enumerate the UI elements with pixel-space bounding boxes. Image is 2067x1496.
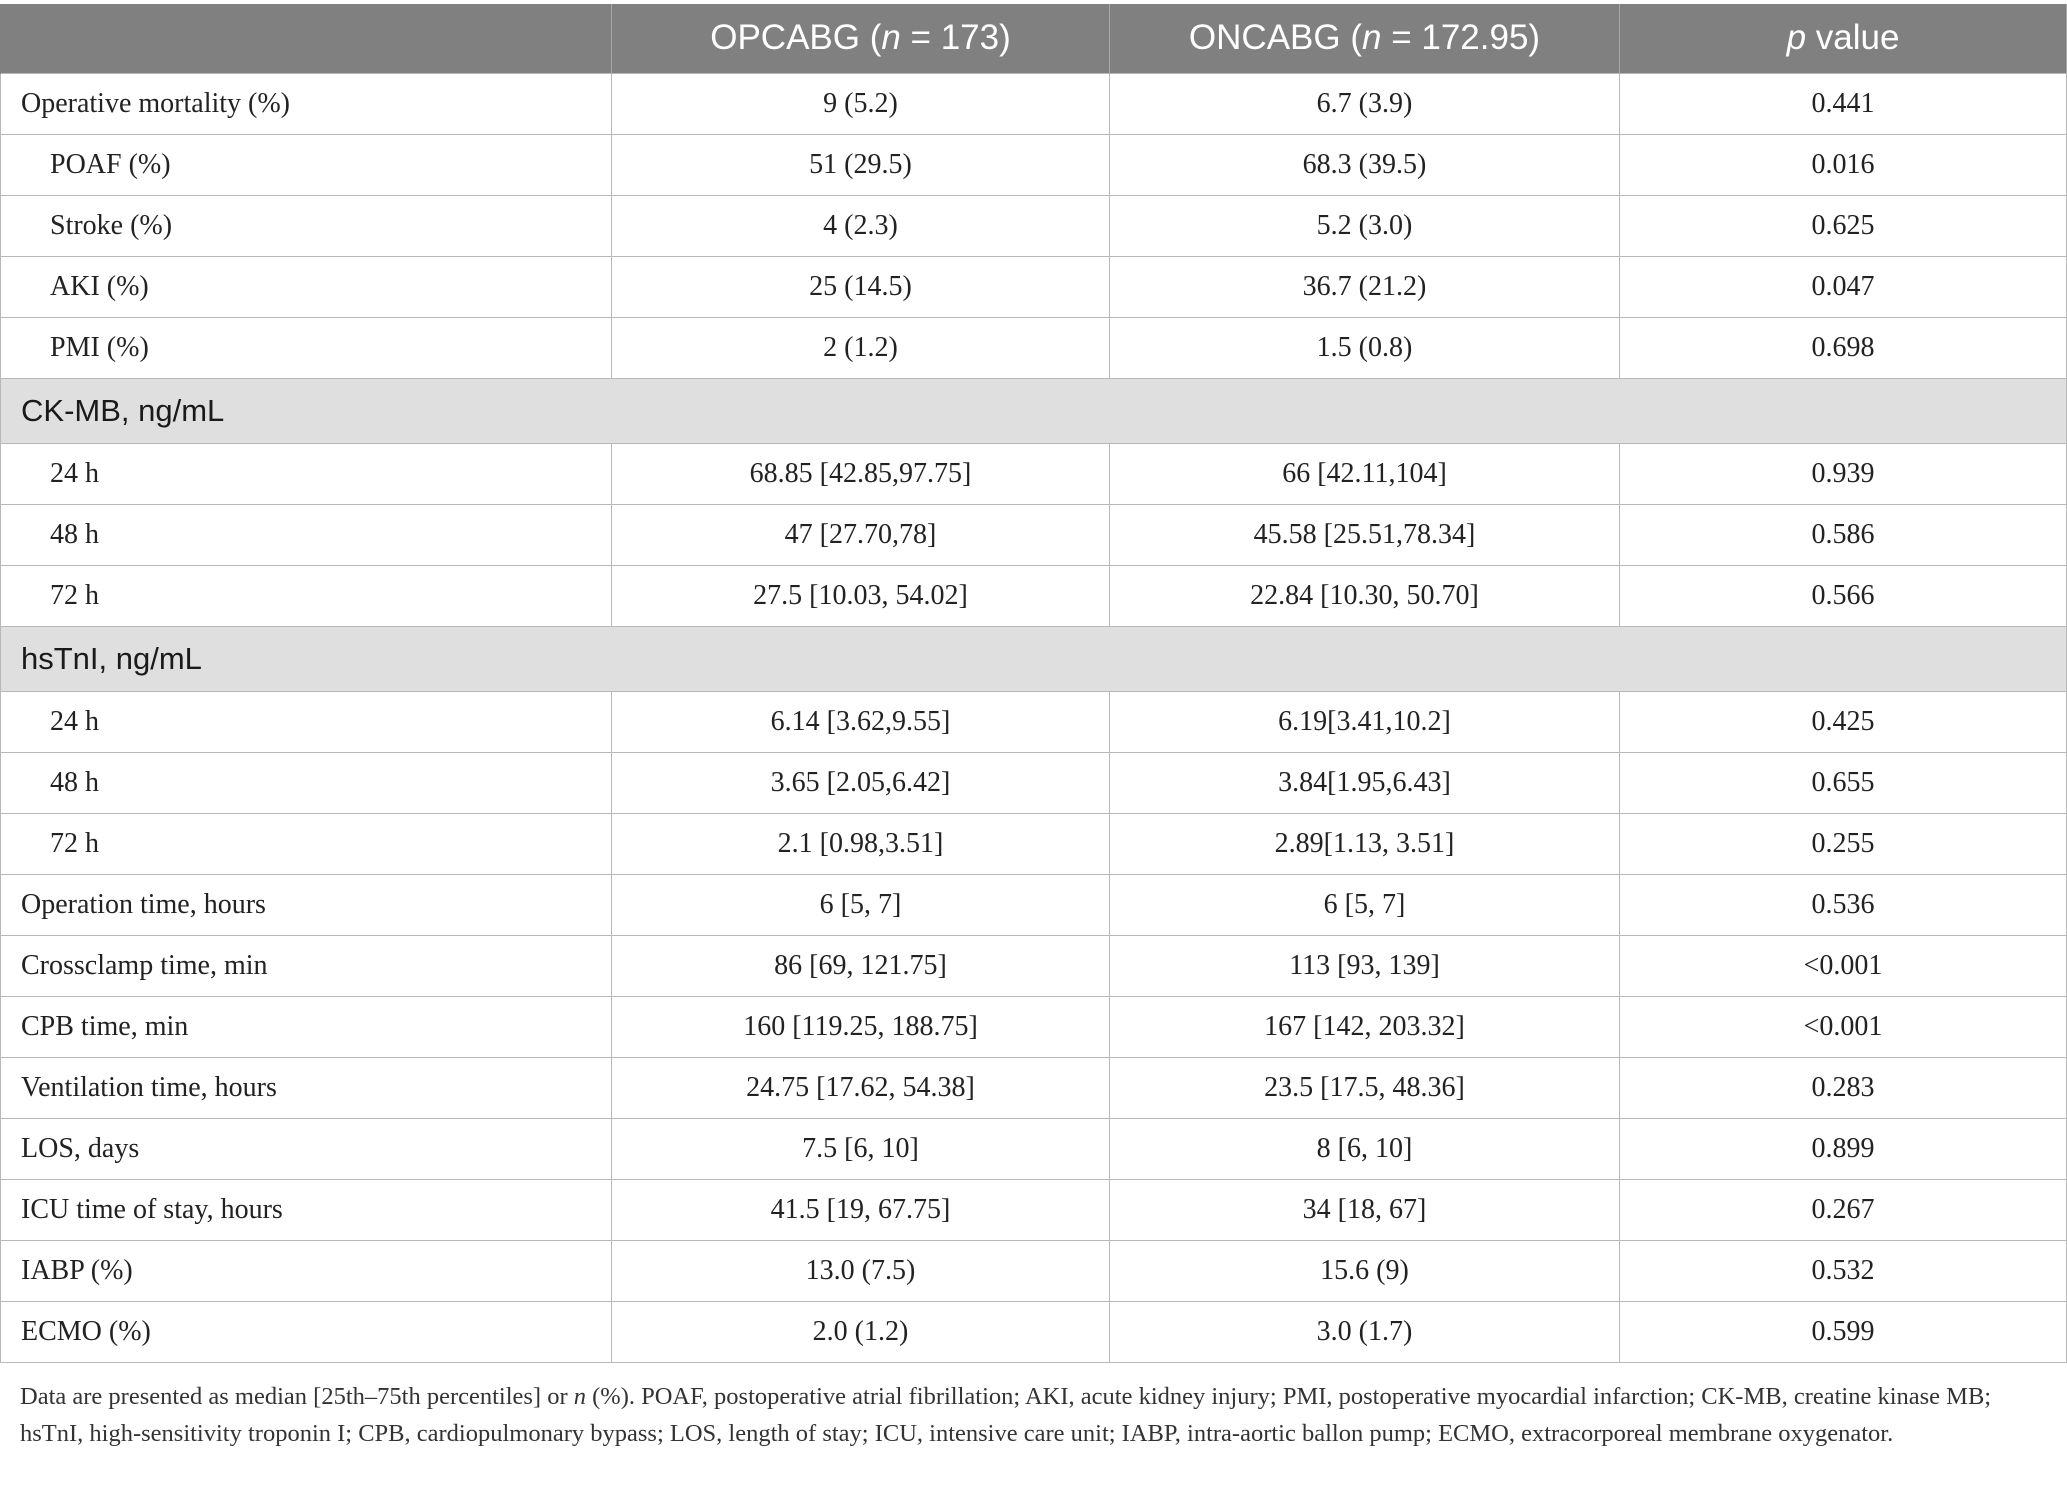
table-row — [1, 317, 2067, 378]
opcabg-value: 86 [69, 121.75] — [612, 935, 1110, 996]
row-label: ICU time of stay, hours — [1, 1179, 612, 1240]
table-row — [1, 504, 2067, 565]
oncabg-value: 15.6 (9) — [1110, 1240, 1620, 1301]
opcabg-value: 68.85 [42.85,97.75] — [612, 443, 1110, 504]
table-footnote — [20, 1378, 2050, 1452]
row-label: IABP (%) — [1, 1240, 612, 1301]
footnote-part2: (%). POAF, postoperative atrial fibrillation; AKI, acute kidney injury; PMI, postoperative myocardial infarction; CK-MB, creatine kinase MB; hsTnI, high-sensitivity troponin I; CPB, cardiopulmonary bypass; LOS, length of stay; ICU, intensive care unit; IABP, intra-aortic ballon pump; ECMO, extracorporeal membrane oxygenator. — [20, 1383, 1992, 1447]
opcabg-value: 160 [119.25, 188.75] — [612, 996, 1110, 1057]
p-value: 0.047 — [1620, 256, 2067, 317]
oncabg-value: 23.5 [17.5, 48.36] — [1110, 1057, 1620, 1118]
p-value: <0.001 — [1620, 935, 2067, 996]
row-label: AKI (%) — [1, 256, 612, 317]
oncabg-value: 22.84 [10.30, 50.70] — [1110, 565, 1620, 626]
table-row — [1, 1118, 2067, 1179]
header-oncabg-n: n — [1362, 18, 1382, 58]
oncabg-value: 2.89[1.13, 3.51] — [1110, 813, 1620, 874]
row-label: PMI (%) — [1, 317, 612, 378]
p-value: <0.001 — [1620, 996, 2067, 1057]
oncabg-value: 34 [18, 67] — [1110, 1179, 1620, 1240]
p-value: 0.283 — [1620, 1057, 2067, 1118]
oncabg-value: 113 [93, 139] — [1110, 935, 1620, 996]
row-label: 72 h — [1, 813, 612, 874]
header-opcabg-n: n — [881, 18, 901, 58]
footnote-n: n — [573, 1383, 587, 1410]
table-header — [1, 4, 2067, 73]
table-row — [1, 195, 2067, 256]
p-value: 0.566 — [1620, 565, 2067, 626]
row-label: Ventilation time, hours — [1, 1057, 612, 1118]
opcabg-value: 6 [5, 7] — [612, 874, 1110, 935]
table-body — [1, 73, 2067, 1362]
header-opcabg-prefix: OPCABG ( — [710, 18, 882, 58]
header-oncabg-suffix: = 172.95) — [1381, 18, 1541, 58]
opcabg-value: 2 (1.2) — [612, 317, 1110, 378]
row-label: ECMO (%) — [1, 1301, 612, 1362]
header-p-suffix: value — [1806, 18, 1900, 58]
results-table-container — [0, 4, 2067, 1363]
oncabg-value: 6.19[3.41,10.2] — [1110, 691, 1620, 752]
opcabg-value: 4 (2.3) — [612, 195, 1110, 256]
opcabg-value: 13.0 (7.5) — [612, 1240, 1110, 1301]
p-value: 0.655 — [1620, 752, 2067, 813]
section-header-row — [1, 378, 2067, 443]
oncabg-value: 66 [42.11,104] — [1110, 443, 1620, 504]
row-label: Stroke (%) — [1, 195, 612, 256]
table-row — [1, 134, 2067, 195]
oncabg-value: 5.2 (3.0) — [1110, 195, 1620, 256]
header-p-value — [1620, 4, 2067, 73]
p-value: 0.016 — [1620, 134, 2067, 195]
table-row — [1, 1179, 2067, 1240]
table-row — [1, 565, 2067, 626]
table-row — [1, 256, 2067, 317]
opcabg-value: 27.5 [10.03, 54.02] — [612, 565, 1110, 626]
oncabg-value: 68.3 (39.5) — [1110, 134, 1620, 195]
opcabg-value: 9 (5.2) — [612, 73, 1110, 134]
header-oncabg — [1110, 4, 1620, 73]
row-label: Operation time, hours — [1, 874, 612, 935]
opcabg-value: 6.14 [3.62,9.55] — [612, 691, 1110, 752]
oncabg-value: 45.58 [25.51,78.34] — [1110, 504, 1620, 565]
oncabg-value: 6 [5, 7] — [1110, 874, 1620, 935]
row-label: Crossclamp time, min — [1, 935, 612, 996]
table-row — [1, 443, 2067, 504]
p-value: 0.441 — [1620, 73, 2067, 134]
oncabg-value: 6.7 (3.9) — [1110, 73, 1620, 134]
oncabg-value: 1.5 (0.8) — [1110, 317, 1620, 378]
opcabg-value: 7.5 [6, 10] — [612, 1118, 1110, 1179]
p-value: 0.698 — [1620, 317, 2067, 378]
row-label: POAF (%) — [1, 134, 612, 195]
header-opcabg — [612, 4, 1110, 73]
row-label: CPB time, min — [1, 996, 612, 1057]
header-row — [1, 4, 2067, 73]
table-row — [1, 1301, 2067, 1362]
opcabg-value: 25 (14.5) — [612, 256, 1110, 317]
table-row — [1, 691, 2067, 752]
header-label-column — [1, 4, 612, 73]
section-title: hsTnI, ng/mL — [1, 626, 2067, 691]
row-label: 72 h — [1, 565, 612, 626]
table-row — [1, 874, 2067, 935]
oncabg-value: 3.84[1.95,6.43] — [1110, 752, 1620, 813]
p-value: 0.586 — [1620, 504, 2067, 565]
p-value: 0.536 — [1620, 874, 2067, 935]
oncabg-value: 167 [142, 203.32] — [1110, 996, 1620, 1057]
row-label: 48 h — [1, 504, 612, 565]
p-value: 0.599 — [1620, 1301, 2067, 1362]
table-row — [1, 813, 2067, 874]
opcabg-value: 41.5 [19, 67.75] — [612, 1179, 1110, 1240]
outcomes-table — [0, 4, 2067, 1363]
table-row — [1, 1240, 2067, 1301]
opcabg-value: 2.0 (1.2) — [612, 1301, 1110, 1362]
opcabg-value: 3.65 [2.05,6.42] — [612, 752, 1110, 813]
header-oncabg-prefix: ONCABG ( — [1188, 18, 1362, 58]
header-opcabg-suffix: = 173) — [900, 18, 1011, 58]
row-label: Operative mortality (%) — [1, 73, 612, 134]
section-title: CK-MB, ng/mL — [1, 378, 2067, 443]
row-label: 48 h — [1, 752, 612, 813]
footnote-part1: Data are presented as median [25th–75th percentiles] or — [20, 1383, 574, 1410]
table-row — [1, 73, 2067, 134]
oncabg-value: 36.7 (21.2) — [1110, 256, 1620, 317]
p-value: 0.625 — [1620, 195, 2067, 256]
opcabg-value: 51 (29.5) — [612, 134, 1110, 195]
opcabg-value: 2.1 [0.98,3.51] — [612, 813, 1110, 874]
table-row — [1, 935, 2067, 996]
p-value: 0.532 — [1620, 1240, 2067, 1301]
p-value: 0.899 — [1620, 1118, 2067, 1179]
row-label: 24 h — [1, 691, 612, 752]
p-value: 0.267 — [1620, 1179, 2067, 1240]
opcabg-value: 47 [27.70,78] — [612, 504, 1110, 565]
row-label: 24 h — [1, 443, 612, 504]
table-row — [1, 752, 2067, 813]
oncabg-value: 8 [6, 10] — [1110, 1118, 1620, 1179]
opcabg-value: 24.75 [17.62, 54.38] — [612, 1057, 1110, 1118]
table-row — [1, 996, 2067, 1057]
row-label: LOS, days — [1, 1118, 612, 1179]
p-value: 0.425 — [1620, 691, 2067, 752]
section-header-row — [1, 626, 2067, 691]
header-p: p — [1786, 18, 1807, 58]
p-value: 0.255 — [1620, 813, 2067, 874]
table-row — [1, 1057, 2067, 1118]
oncabg-value: 3.0 (1.7) — [1110, 1301, 1620, 1362]
p-value: 0.939 — [1620, 443, 2067, 504]
